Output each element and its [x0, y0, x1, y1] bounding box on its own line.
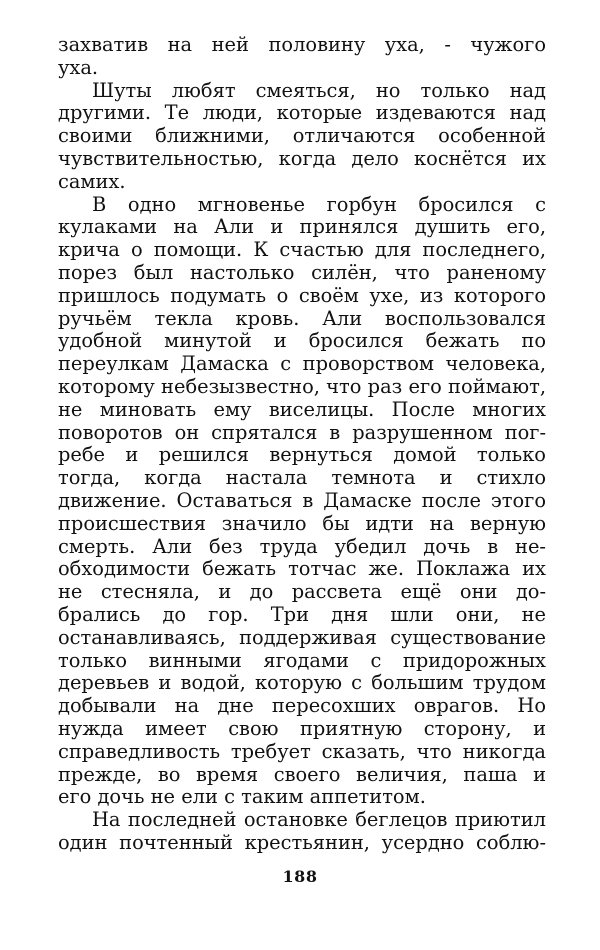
- text-line: обходимости бежать тотчас же. Поклажа их: [58, 558, 546, 581]
- text-line: не стесняла, и до рассвета ещё они до-: [58, 581, 546, 604]
- text-line: движение. Оставаться в Дамаске после этого: [58, 489, 546, 512]
- text-line: На последней остановке беглецов приютил: [92, 809, 546, 832]
- text-line: тогда, когда настала темнота и стихло: [58, 467, 546, 490]
- body-text: [58, 34, 546, 855]
- text-line: которому небезызвестно, что раз его поймают,: [58, 375, 546, 398]
- text-line: пришлось подумать о своём ухе, из которого: [58, 284, 546, 307]
- text-line: самих.: [58, 170, 126, 193]
- text-line: порез был настолько силён, что раненому: [58, 261, 546, 284]
- text-line: происшествия значило бы идти на верную: [58, 512, 546, 535]
- text-line: переулкам Дамаска с проворством человека,: [58, 353, 546, 376]
- text-line: Шуты любят смеяться, но только над: [92, 79, 546, 102]
- text-line: чувствительностью, когда дело коснётся их: [58, 147, 546, 170]
- text-line: справедливость требует сказать, что никогда: [58, 740, 546, 763]
- text-line: его дочь не ели с таким аппетитом.: [58, 786, 426, 809]
- text-line: ребе и решился вернуться домой только: [58, 444, 546, 467]
- text-line: захватив на ней половину уха, - чужого: [58, 34, 546, 56]
- text-line: нужда имеет свою приятную сторону, и: [58, 717, 546, 740]
- page-number: 188: [282, 867, 318, 886]
- text-line: смерть. Али без труда убедил дочь в не-: [58, 535, 546, 558]
- text-line: не миновать ему виселицы. После многих: [58, 398, 546, 421]
- text-line: кулаками на Али и принялся душить его,: [58, 216, 546, 239]
- text-line: деревьев и водой, которую с большим трудом: [58, 672, 546, 695]
- text-line: брались до гор. Три дня шли они, не: [58, 603, 546, 626]
- text-line: один почтенный крестьянин, усердно соблю-: [58, 831, 546, 854]
- text-line: останавливаясь, поддерживая существование: [58, 626, 546, 649]
- text-line: удобной минутой и бросился бежать по: [58, 330, 546, 353]
- text-line: своими ближними, отличаются особенной: [58, 125, 546, 148]
- text-line: поворотов он спрятался в разрушенном пог-: [58, 421, 546, 444]
- text-line: В одно мгновенье горбун бросился с: [92, 193, 546, 216]
- book-page: [58, 34, 546, 894]
- text-line: уха.: [58, 56, 99, 79]
- text-line: добывали на дне пересохших оврагов. Но: [58, 695, 546, 718]
- text-line: прежде, во время своего величия, паша и: [58, 763, 546, 786]
- text-line: другими. Те люди, которые издеваются над: [58, 102, 546, 125]
- text-line: ручьём текла кровь. Али воспользовался: [58, 307, 546, 330]
- text-line: только винными ягодами с придорожных: [58, 649, 546, 672]
- text-line: крича о помощи. К счастью для последнего,: [58, 239, 546, 262]
